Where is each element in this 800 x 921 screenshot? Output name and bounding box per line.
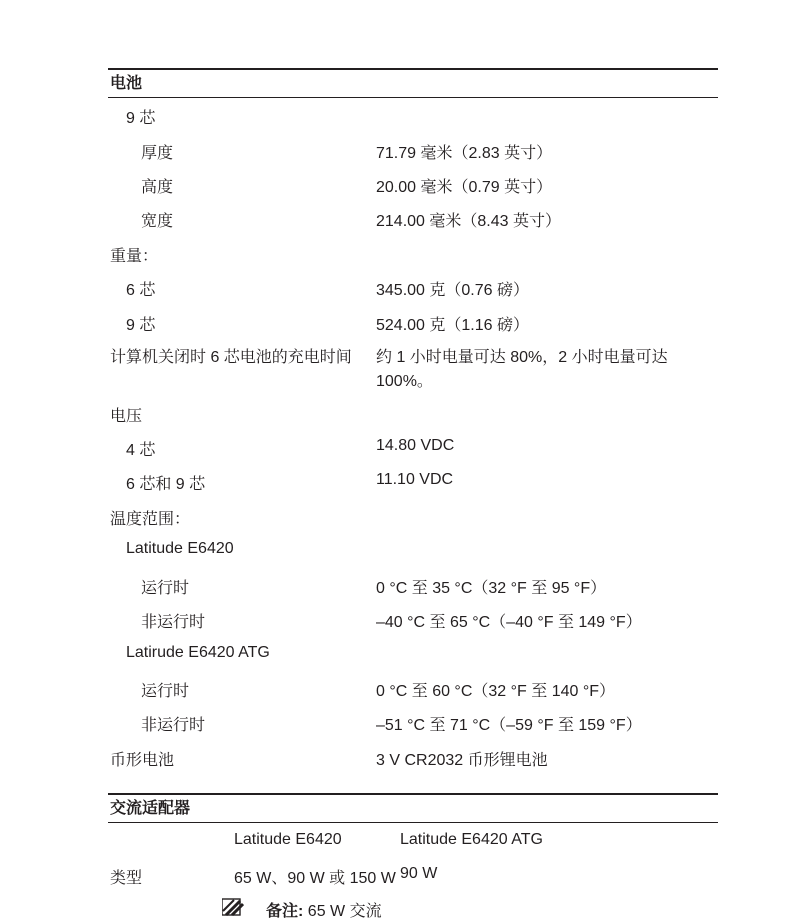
spec-value: 0 °C 至 35 °C（32 °F 至 95 °F） xyxy=(376,580,607,597)
note-row xyxy=(108,898,718,918)
spec-label: 运行时 xyxy=(141,580,190,597)
battery-spec-table xyxy=(108,98,718,778)
spec-value: 0 °C 至 60 °C（32 °F 至 140 °F） xyxy=(376,683,616,700)
spec-value: 214.00 毫米（8.43 英寸） xyxy=(376,213,561,230)
spec-label: 9 芯 xyxy=(126,110,156,127)
spec-value: –51 °C 至 71 °C（–59 °F 至 159 °F） xyxy=(376,717,642,734)
ac-adapter-section xyxy=(108,793,718,918)
battery-heading: 电池 xyxy=(108,68,718,98)
spec-label: 重量： xyxy=(110,248,159,265)
spec-value: –40 °C 至 65 °C（–40 °F 至 149 °F） xyxy=(376,614,642,631)
column-header-e6420: Latitude E6420 xyxy=(234,831,342,848)
spec-label: 电压 xyxy=(110,408,143,425)
spec-value: 71.79 毫米（2.83 英寸） xyxy=(376,145,553,162)
note-label: 备注: xyxy=(266,903,304,920)
battery-section xyxy=(108,68,718,778)
note-body: 65 W 交流 xyxy=(303,903,382,920)
spec-value: 3 V CR2032 币形锂电池 xyxy=(376,752,548,769)
spec-label: 6 芯和 9 芯 xyxy=(126,476,206,493)
spec-label: 9 芯 xyxy=(126,317,156,334)
spec-label: 类型 xyxy=(110,870,143,887)
spec-value: 345.00 克（0.76 磅） xyxy=(376,282,529,299)
note-text xyxy=(266,898,382,921)
spec-value: 11.10 VDC xyxy=(376,471,454,488)
spec-label: 非运行时 xyxy=(141,614,206,631)
spec-label: 币形电池 xyxy=(110,752,175,769)
spec-value: 约 1 小时电量可达 80%，2 小时电量可达 100%。 xyxy=(376,349,668,390)
spec-label: 高度 xyxy=(141,179,174,196)
spec-label: 非运行时 xyxy=(141,717,206,734)
spec-value: 14.80 VDC xyxy=(376,437,455,454)
note-pencil-icon xyxy=(222,898,244,916)
spec-value: 524.00 克（1.16 磅） xyxy=(376,317,529,334)
spec-label: 6 芯 xyxy=(126,282,156,299)
spec-value: 20.00 毫米（0.79 英寸） xyxy=(376,179,553,196)
spec-value-e6420: 65 W、90 W 或 150 W xyxy=(234,870,396,887)
column-header-e6420-atg: Latitude E6420 ATG xyxy=(400,831,543,848)
spec-label: Latirude E6420 ATG xyxy=(126,644,270,661)
spec-label: 计算机关闭时 6 芯电池的充电时间 xyxy=(110,349,352,366)
spec-label: 温度范围： xyxy=(110,511,191,528)
spec-label: 运行时 xyxy=(141,683,190,700)
spec-label: 4 芯 xyxy=(126,442,156,459)
spec-label: 厚度 xyxy=(141,145,174,162)
spec-label: 宽度 xyxy=(141,213,174,230)
ac-adapter-heading: 交流适配器 xyxy=(108,793,718,823)
spec-value-e6420-atg: 90 W xyxy=(400,865,438,882)
spec-label: Latitude E6420 xyxy=(126,540,234,557)
